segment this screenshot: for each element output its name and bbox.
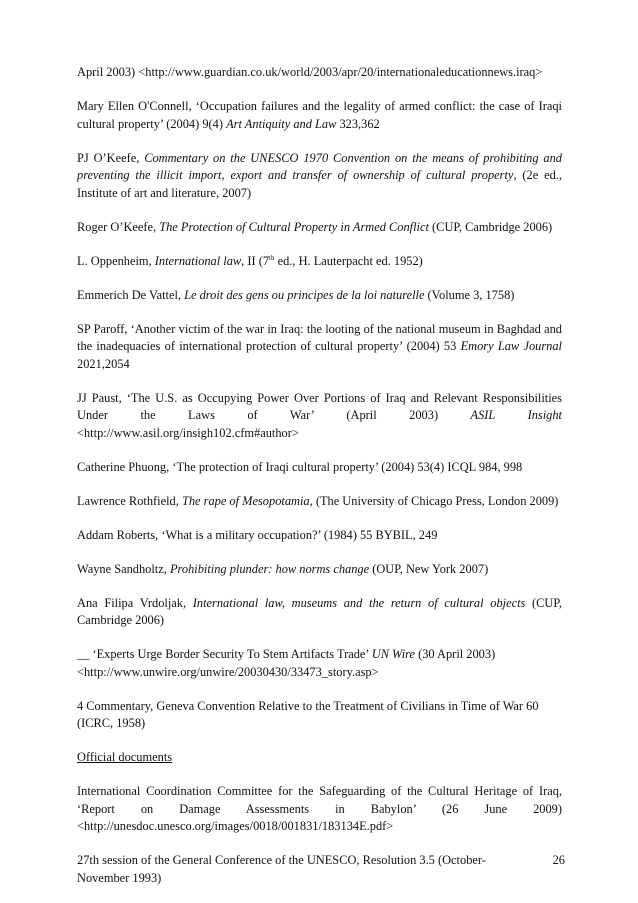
page-number: 26 — [552, 853, 565, 867]
bibliography-entry: Wayne Sandholtz, Prohibiting plunder: how norms change (OUP, New York 2007) — [77, 561, 489, 576]
bibliography-entry: Mary Ellen O'Connell, ‘Occupation failures and the legality of armed conflict: the case of Iraqi cultural property’ (2004) 9(4) Art Antiquity and Law 323,362 — [77, 99, 562, 131]
bibliography-entry: Emmerich De Vattel, Le droit des gens ou principes de la loi naturelle (Volume 3, 1758) — [77, 287, 515, 302]
bibliography-entry: Addam Roberts, ‘What is a military occupation?’ (1984) 55 BYBIL, 249 — [77, 527, 438, 542]
bibliography-entry: JJ Paust, ‘The U.S. as Occupying Power Over Portions of Iraq and Relevant Responsibilities Under the Laws of War’ (April 2003) ASIL Insight <http://www.asil.org/insigh102.cfm#author> — [77, 390, 562, 440]
bibliography-entry: PJ O’Keefe, Commentary on the UNESCO 1970 Convention on the means of prohibiting and preventing the illicit import, export and transfer of ownership of cultural property, (2e ed., Institute of art and literature, 2007) — [77, 150, 562, 200]
bibliography-entry: 4 Commentary, Geneva Convention Relative to the Treatment of Civilians in Time of War 60 (ICRC, 1958) — [77, 698, 539, 730]
bibliography-entry: __ ‘Experts Urge Border Security To Stem Artifacts Trade’ UN Wire (30 April 2003) <http://www.unwire.org/unwire/20030430/33473_story.asp> — [77, 647, 496, 679]
bibliography-entry: Lawrence Rothfield, The rape of Mesopotamia, (The University of Chicago Press, London 2009) — [77, 493, 559, 508]
bibliography-entry: Roger O’Keefe, The Protection of Cultural Property in Armed Conflict (CUP, Cambridge 2006) — [77, 219, 553, 234]
bibliography-entry: Catherine Phuong, ‘The protection of Iraqi cultural property’ (2004) 53(4) ICQL 984, 998 — [77, 459, 523, 474]
official-document-entry: 27th session of the General Conference of the UNESCO, Resolution 3.5 (October- November 1993) — [77, 853, 486, 885]
official-document-entry: International Coordination Committee for the Safeguarding of the Cultural Heritage of Iraq, ‘Report on Damage Assessments in Babylon’ (26 June 2009) <http://unesdoc.unesco.org/images/0018/001831/183134E.pdf> — [77, 784, 562, 833]
bibliography-entry: Ana Filipa Vrdoljak, International law, museums and the return of cultural objects (CUP, Cambridge 2006) — [77, 595, 562, 627]
section-heading: Official documents — [77, 750, 173, 764]
bibliography — [77, 64, 562, 887]
bibliography-entry: L. Oppenheim, International law, II (7th ed., H. Lauterpacht ed. 1952) — [77, 253, 423, 268]
bibliography-entry: SP Paroff, ‘Another victim of the war in Iraq: the looting of the national museum in Baghdad and the inadequacies of international protection of cultural property’ (2004) 53 Emory Law Journal 2021,2054 — [77, 321, 562, 371]
bibliography-entry: April 2003) <http://www.guardian.co.uk/world/2003/apr/20/internationaleducationnews.iraq> — [77, 65, 543, 79]
